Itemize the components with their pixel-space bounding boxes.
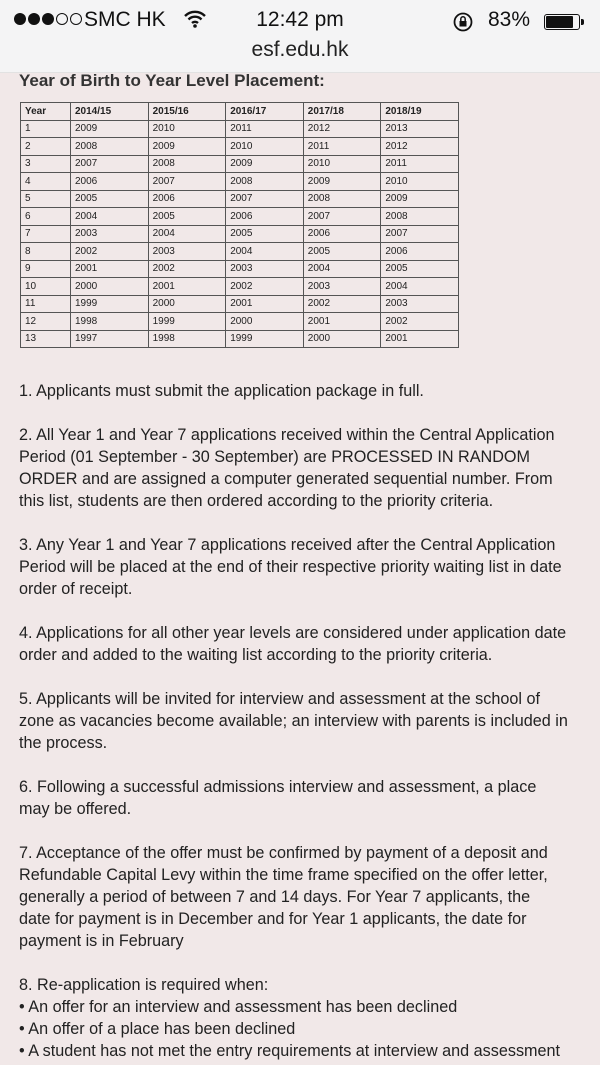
- table-cell: 2005: [303, 243, 381, 261]
- table-row: [21, 330, 459, 348]
- admissions-items: [19, 380, 600, 952]
- table-cell: 11: [21, 295, 71, 313]
- table-cell: 2005: [381, 260, 459, 278]
- reapplication-bullet: • An offer for an interview and assessment has been declined: [19, 998, 458, 1016]
- table-cell: 2001: [381, 330, 459, 348]
- table-header-cell: 2017/18: [303, 103, 381, 121]
- battery-icon: [544, 14, 580, 30]
- table-cell: 2003: [226, 260, 304, 278]
- placement-table: [20, 102, 459, 348]
- reapplication-bullet: • An offer of a place has been declined: [19, 1020, 296, 1038]
- reapplication-list: [19, 996, 600, 1062]
- table-cell: 2010: [381, 173, 459, 191]
- table-cell: 2004: [148, 225, 226, 243]
- table-cell: 2002: [381, 313, 459, 331]
- admissions-text: [19, 380, 600, 1062]
- table-header-cell: 2014/15: [71, 103, 149, 121]
- table-cell: 2001: [148, 278, 226, 296]
- rotation-lock-icon: [452, 11, 474, 33]
- carrier-name: SMC HK: [84, 8, 166, 31]
- battery-nub: [581, 19, 584, 25]
- table-cell: 2009: [303, 173, 381, 191]
- table-cell: 1997: [71, 330, 149, 348]
- table-cell: 2004: [381, 278, 459, 296]
- table-row: [21, 155, 459, 173]
- table-cell: 2007: [71, 155, 149, 173]
- table-row: [21, 138, 459, 156]
- table-row: [21, 225, 459, 243]
- table-row: [21, 120, 459, 138]
- table-cell: 2008: [381, 208, 459, 226]
- admissions-item-3: [19, 534, 600, 600]
- table-row: [21, 278, 459, 296]
- table-cell: 2004: [226, 243, 304, 261]
- reapplication-bullet: • A student has not met the entry requirements at interview and assessment: [19, 1042, 561, 1060]
- text-line: 1. Applicants must submit the application package in full.: [19, 382, 424, 400]
- address-bar[interactable]: esf.edu.hk: [251, 38, 349, 61]
- text-line: Period (01 September - 30 September) are PROCESSED IN RANDOM: [19, 448, 530, 466]
- table-cell: 2009: [148, 138, 226, 156]
- battery-percent: 83%: [488, 8, 531, 31]
- table-cell: 2003: [303, 278, 381, 296]
- table-cell: 13: [21, 330, 71, 348]
- text-line: may be offered.: [19, 800, 132, 818]
- table-cell: 2009: [71, 120, 149, 138]
- table-row: [21, 260, 459, 278]
- text-line: date for payment is in December and for Year 1 applicants, the date for: [19, 910, 527, 928]
- text-line: the process.: [19, 734, 108, 752]
- text-line: Refundable Capital Levy within the time frame specified on the offer letter,: [19, 866, 548, 884]
- table-cell: 2001: [71, 260, 149, 278]
- table-cell: 2000: [226, 313, 304, 331]
- text-line: zone as vacancies become available; an interview with parents is included in: [19, 712, 568, 730]
- table-cell: 1999: [148, 313, 226, 331]
- table-cell: 7: [21, 225, 71, 243]
- table-row: [21, 313, 459, 331]
- table-row: [21, 243, 459, 261]
- table-cell: 5: [21, 190, 71, 208]
- text-line: Period will be placed at the end of their respective priority waiting list in date: [19, 558, 562, 576]
- table-cell: 2007: [303, 208, 381, 226]
- table-cell: 2008: [71, 138, 149, 156]
- table-header-cell: 2015/16: [148, 103, 226, 121]
- table-cell: 2008: [226, 173, 304, 191]
- table-cell: 2006: [148, 190, 226, 208]
- table-cell: 2001: [226, 295, 304, 313]
- table-header-row: [21, 103, 459, 121]
- table-cell: 2004: [71, 208, 149, 226]
- status-bar: [0, 6, 600, 34]
- table-cell: 2011: [381, 155, 459, 173]
- text-line: order and added to the waiting list according to the priority criteria.: [19, 646, 493, 664]
- table-cell: 2006: [381, 243, 459, 261]
- table-cell: 2001: [303, 313, 381, 331]
- table-cell: 2011: [226, 120, 304, 138]
- table-cell: 2: [21, 138, 71, 156]
- table-cell: 2000: [148, 295, 226, 313]
- text-line: 2. All Year 1 and Year 7 applications received within the Central Application: [19, 426, 555, 444]
- table-cell: 2008: [303, 190, 381, 208]
- table-cell: 2006: [71, 173, 149, 191]
- admissions-item-4: [19, 622, 600, 666]
- battery-fill: [546, 16, 573, 28]
- text-line: ORDER and are assigned a computer generated sequential number. From: [19, 470, 553, 488]
- table-cell: 3: [21, 155, 71, 173]
- text-line: 5. Applicants will be invited for interview and assessment at the school of: [19, 690, 540, 708]
- table-cell: 2002: [226, 278, 304, 296]
- table-cell: 2008: [148, 155, 226, 173]
- table-row: [21, 173, 459, 191]
- table-cell: 12: [21, 313, 71, 331]
- table-cell: 1: [21, 120, 71, 138]
- table-cell: 2007: [381, 225, 459, 243]
- text-line: 4. Applications for all other year levels are considered under application date: [19, 624, 567, 642]
- table-cell: 2009: [381, 190, 459, 208]
- table-cell: 1998: [148, 330, 226, 348]
- admissions-item-6: [19, 776, 600, 820]
- table-cell: 6: [21, 208, 71, 226]
- table-header-cell: 2018/19: [381, 103, 459, 121]
- table-cell: 2007: [148, 173, 226, 191]
- admissions-item-7: [19, 842, 600, 952]
- table-cell: 2010: [303, 155, 381, 173]
- table-cell: 2003: [148, 243, 226, 261]
- text-line: payment is in February: [19, 932, 184, 950]
- table-cell: 2005: [71, 190, 149, 208]
- item-8-lead: 8. Re-application is required when:: [19, 976, 269, 994]
- table-cell: 2002: [71, 243, 149, 261]
- page-heading: Year of Birth to Year Level Placement:: [19, 71, 325, 90]
- table-cell: 2003: [381, 295, 459, 313]
- table-cell: 2010: [148, 120, 226, 138]
- table-cell: 2005: [226, 225, 304, 243]
- table-cell: 2002: [303, 295, 381, 313]
- browser-top-bar: [0, 0, 600, 73]
- table-cell: 2011: [303, 138, 381, 156]
- table-cell: 2012: [303, 120, 381, 138]
- table-cell: 2005: [148, 208, 226, 226]
- table-cell: 2006: [303, 225, 381, 243]
- table-cell: 2006: [226, 208, 304, 226]
- table-header-cell: 2016/17: [226, 103, 304, 121]
- table-cell: 4: [21, 173, 71, 191]
- table-cell: 2012: [381, 138, 459, 156]
- table-cell: 2010: [226, 138, 304, 156]
- table-cell: 2000: [71, 278, 149, 296]
- table-cell: 1999: [71, 295, 149, 313]
- text-line: 7. Acceptance of the offer must be confirmed by payment of a deposit and: [19, 844, 548, 862]
- table-cell: 2003: [71, 225, 149, 243]
- admissions-item-2: [19, 424, 600, 512]
- table-cell: 2002: [148, 260, 226, 278]
- table-cell: 10: [21, 278, 71, 296]
- table-cell: 1999: [226, 330, 304, 348]
- text-line: generally a period of between 7 and 14 days. For Year 7 applicants, the: [19, 888, 531, 906]
- clock: 12:42 pm: [256, 8, 344, 31]
- table-header-cell: Year: [21, 103, 71, 121]
- text-line: this list, students are then ordered according to the priority criteria.: [19, 492, 494, 510]
- table-cell: 9: [21, 260, 71, 278]
- table-cell: 2004: [303, 260, 381, 278]
- text-line: 3. Any Year 1 and Year 7 applications received after the Central Application: [19, 536, 556, 554]
- table-row: [21, 208, 459, 226]
- table-cell: 2013: [381, 120, 459, 138]
- table-cell: 2009: [226, 155, 304, 173]
- admissions-item-5: [19, 688, 600, 754]
- table-row: [21, 190, 459, 208]
- text-line: order of receipt.: [19, 580, 133, 598]
- table-cell: 2007: [226, 190, 304, 208]
- text-line: 6. Following a successful admissions interview and assessment, a place: [19, 778, 537, 796]
- table-body: [21, 120, 459, 348]
- table-cell: 2000: [303, 330, 381, 348]
- table-row: [21, 295, 459, 313]
- table-cell: 1998: [71, 313, 149, 331]
- table-cell: 8: [21, 243, 71, 261]
- admissions-item-1: [19, 380, 600, 402]
